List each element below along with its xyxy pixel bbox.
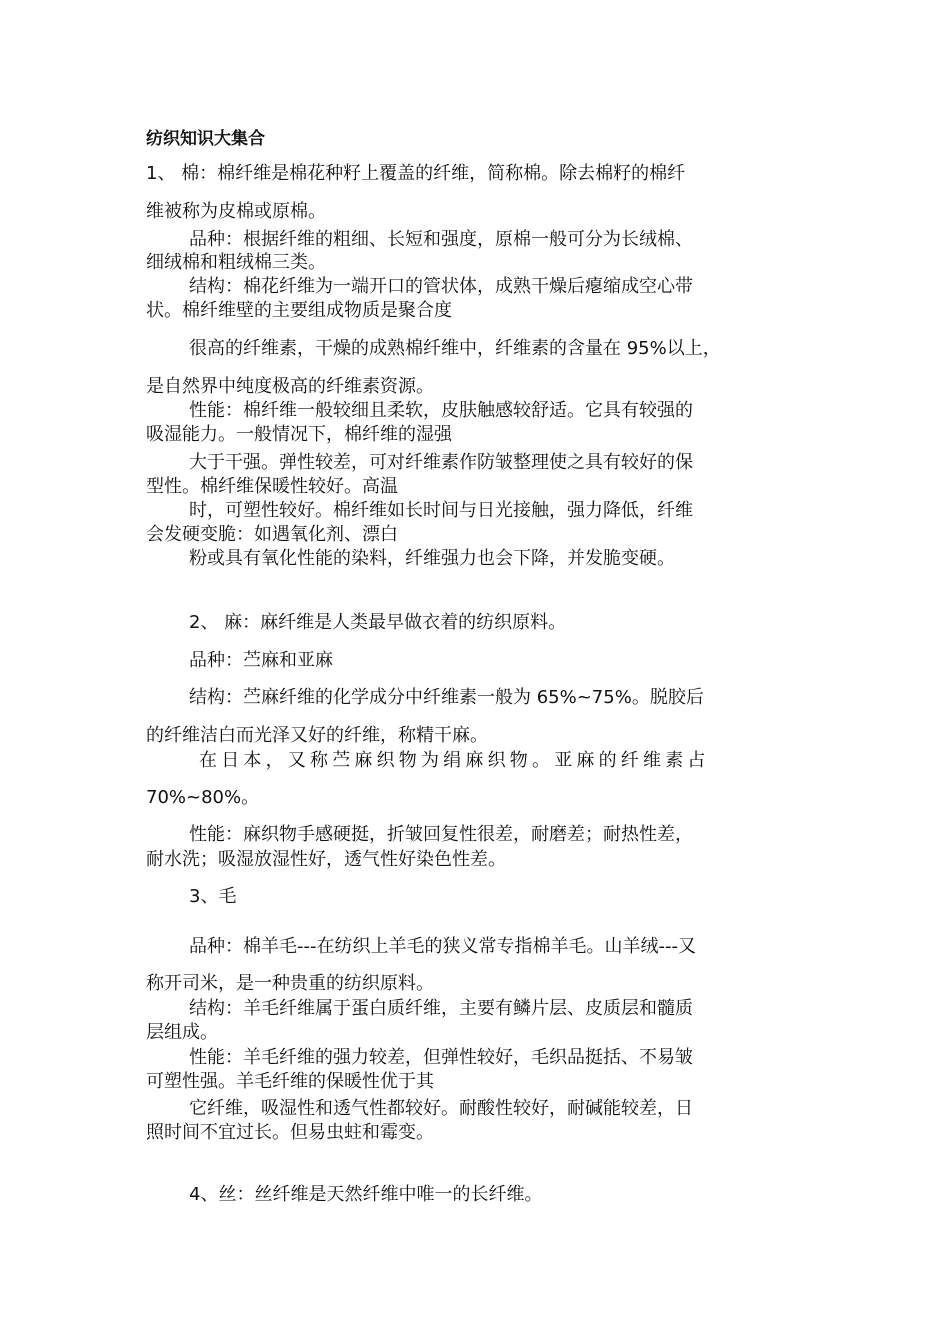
text-line: 大于干强。弹性较差，可对纤维素作防皱整理使之具有较好的保	[189, 452, 693, 473]
document-title: 纺织知识大集合	[146, 129, 265, 149]
text-line: 型性。棉纤维保暖性较好。高温	[146, 476, 398, 497]
text-line: 细绒棉和粗绒棉三类。	[146, 252, 326, 273]
text-line: 吸湿能力。一般情况下，棉纤维的湿强	[146, 424, 452, 445]
text-line: 性能：棉纤维一般较细且柔软，皮肤触感较舒适。它具有较强的	[189, 400, 693, 421]
text-line: 维被称为皮棉或原棉。	[146, 201, 326, 222]
text-line: 1、 棉：棉纤维是棉花种籽上覆盖的纤维，简称棉。除去棉籽的棉纤	[146, 163, 686, 184]
text-line: 4、丝：丝纤维是天然纤维中唯一的长纤维。	[189, 1184, 543, 1205]
text-line: 结构：羊毛纤维属于蛋白质纤维，主要有鳞片层、皮质层和髓质	[189, 998, 693, 1019]
text-line: 性能：麻织物手感硬挺，折皱回复性很差，耐磨差；耐热性差，	[189, 824, 693, 845]
text-line: 时，可塑性较好。棉纤维如长时间与日光接触，强力降低，纤维	[189, 500, 693, 521]
text-line: 会发硬变脆：如遇氧化剂、漂白	[146, 524, 398, 545]
text-line: 层组成。	[146, 1022, 218, 1043]
text-line: 可塑性强。羊毛纤维的保暖性优于其	[146, 1071, 434, 1092]
text-line: 3、毛	[189, 886, 237, 907]
text-line: 照时间不宜过长。但易虫蛀和霉变。	[146, 1122, 434, 1143]
text-line: 耐水洗；吸湿放湿性好，透气性好染色性差。	[146, 849, 506, 870]
text-line: 的纤维洁白而光泽又好的纤维，称精干麻。	[146, 725, 488, 746]
text-line: 粉或具有氧化性能的染料，纤维强力也会下降，并发脆变硬。	[189, 548, 675, 569]
text-line: 结构：棉花纤维为一端开口的管状体，成熟干燥后瘪缩成空心带	[189, 276, 693, 297]
text-line: 品种：根据纤维的粗细、长短和强度，原棉一般可分为长绒棉、	[189, 229, 693, 250]
text-line: 是自然界中纯度极高的纤维素资源。	[146, 376, 434, 397]
text-line: 很高的纤维素，干燥的成熟棉纤维中，纤维素的含量在 95%以上，	[189, 338, 721, 359]
text-line: 它纤维，吸湿性和透气性都较好。耐酸性较好，耐碱能较差，日	[189, 1098, 693, 1119]
text-line: 在日本，又称苎麻织物为绢麻织物。亚麻的纤维素占	[199, 750, 710, 771]
text-line: 2、 麻：麻纤维是人类最早做衣着的纺织原料。	[189, 612, 567, 633]
text-line: 性能：羊毛纤维的强力较差，但弹性较好，毛织品挺括、不易皱	[189, 1047, 693, 1068]
text-line: 70%~80%。	[146, 787, 260, 808]
text-line: 品种：苎麻和亚麻	[189, 650, 333, 671]
text-line: 状。棉纤维壁的主要组成物质是聚合度	[146, 300, 452, 321]
text-line: 结构：苎麻纤维的化学成分中纤维素一般为 65%~75%。脱胶后	[189, 687, 704, 708]
text-line: 品种：棉羊毛---在纺织上羊毛的狭义常专指棉羊毛。山羊绒---又	[189, 936, 696, 957]
text-line: 称开司米，是一种贵重的纺织原料。	[146, 973, 434, 994]
